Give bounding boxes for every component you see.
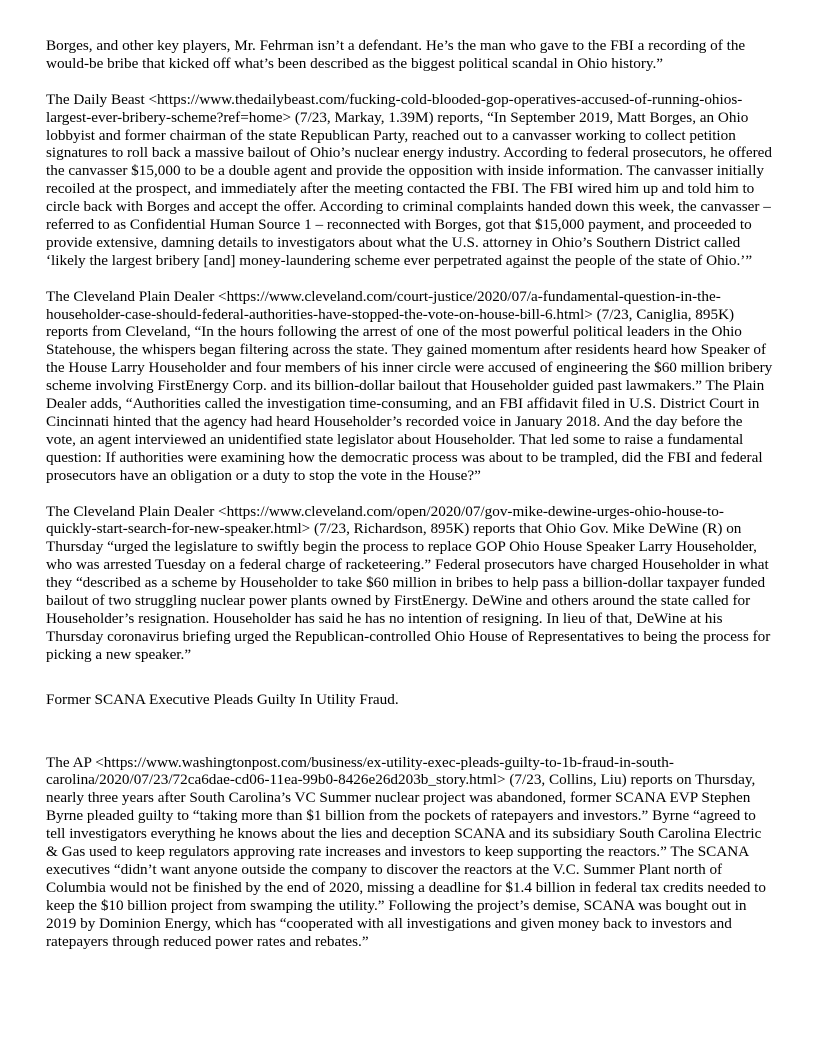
paragraph-daily-beast: The Daily Beast <https://www.thedailybeast.com/fucking-cold-blooded-gop-operatives-accused-of-running-ohios-largest-ever-bribery-scheme?ref=home> (7/23, Markay, 1.39M) reports, “In September 2019, Matt Borges, an Ohio lobbyist and former chairman of the state Republican Party, reached out to a canvasser working to collect petition signatures to roll back a massive bailout of Ohio’s nuclear energy industry. According to federal prosecutors, he offered the canvasser $15,000 to be a double agent and provide the opposition with inside information. The canvasser initially recoiled at the prospect, and immediately after the meeting contacted the FBI. The FBI wired him up and told him to circle back with Borges and accept the offer. According to criminal complaints handed down this week, the canvasser – referred to as Confidential Human Source 1 – reconnected with Borges, got that $15,000 payment, and proceeded to provide extensive, damning details to investigators about what the U.S. attorney in Ohio’s Southern District called ‘likely the largest bribery [and] money-laundering scheme ever perpetrated against the people of the state of Ohio.’” [46, 90, 772, 269]
section-heading: Former SCANA Executive Pleads Guilty In Utility Fraud. [46, 690, 399, 708]
paragraph-fehrman: Borges, and other key players, Mr. Fehrman isn’t a defendant. He’s the man who gave to the FBI a recording of the would-be bribe that kicked off what’s been described as the biggest political scandal in Ohio history.” [46, 37, 746, 72]
paragraph-ap-scana: The AP <https://www.washingtonpost.com/business/ex-utility-exec-pleads-guilty-to-1b-fraud-in-south-carolina/2020/07/23/72ca6dae-cd06-11ea-99b0-8426e26d203b_story.html> (7/23, Collins, Liu) reports on Thursday, nearly three years after South Carolina’s VC Summer nuclear project was abandoned, former SCANA EVP Stephen Byrne pleaded guilty to “taking more than $1 billion from the pockets of ratepayers and investors.” Byrne “agreed to tell investigators everything he knows about the lies and deception SCANA and its subsidiary South Carolina Electric & Gas used to keep regulators approving rate increases and investors to keep supporting the reactors.” The SCANA executives “didn’t want anyone outside the company to discover the reactors at the V.C. Summer Plant north of Columbia would not be finished by the end of 2020, missing a deadline for $1.4 billion in federal tax credits needed to keep the $10 billion project from swamping the utility.” Following the project’s demise, SCANA was bought out in 2019 by Dominion Energy, which has “cooperated with all investigations and given money back to investors and ratepayers through reduced power rates and rebates.” [46, 753, 766, 950]
paragraph-plain-dealer-richardson: The Cleveland Plain Dealer <https://www.cleveland.com/open/2020/07/gov-mike-dewine-urges-ohio-house-to-quickly-start-search-for-new-speaker.html> (7/23, Richardson, 895K) reports that Ohio Gov. Mike DeWine (R) on Thursday “urged the legislature to swiftly begin the process to replace GOP Ohio House Speaker Larry Householder, who was arrested Tuesday on a federal charge of racketeering.” Federal prosecutors have charged Householder in what they “described as a scheme by Householder to take $60 million in bribes to help pass a billion-dollar taxpayer funded bailout of two struggling nuclear power plants owned by FirstEnergy. DeWine and others around the state called for Householder’s resignation. Householder has said he has no intention of resigning. In lieu of that, DeWine at his Thursday coronavirus briefing urged the Republican-controlled Ohio House of Representatives to being the process for picking a new speaker.” [46, 502, 771, 663]
document-page [46, 37, 774, 968]
paragraph-plain-dealer-caniglia: The Cleveland Plain Dealer <https://www.cleveland.com/court-justice/2020/07/a-fundamental-question-in-the-householder-case-should-federal-authorities-have-stopped-the-vote-on-house-bill-6.html> (7/23, Caniglia, 895K) reports from Cleveland, “In the hours following the arrest of one of the most powerful political leaders in the Ohio Statehouse, the whispers began filtering across the state. They gained momentum after residents heard how Speaker of the House Larry Householder and four members of his inner circle were accused of engineering the $60 million bribery scheme involving FirstEnergy Corp. and its billion-dollar bailout that Householder guided past lawmakers.” The Plain Dealer adds, “Authorities called the investigation time-consuming, and an FBI affidavit filed in U.S. District Court in Cincinnati hinted that the agency had heard Householder’s recorded voice in January 2018. And the day before the vote, an agent interviewed an unidentified state legislator about Householder. That led some to raise a fundamental question: If authorities were examining how the democratic process was about to be trampled, did the FBI and federal prosecutors have an obligation or a duty to stop the vote in the House?” [46, 287, 773, 484]
